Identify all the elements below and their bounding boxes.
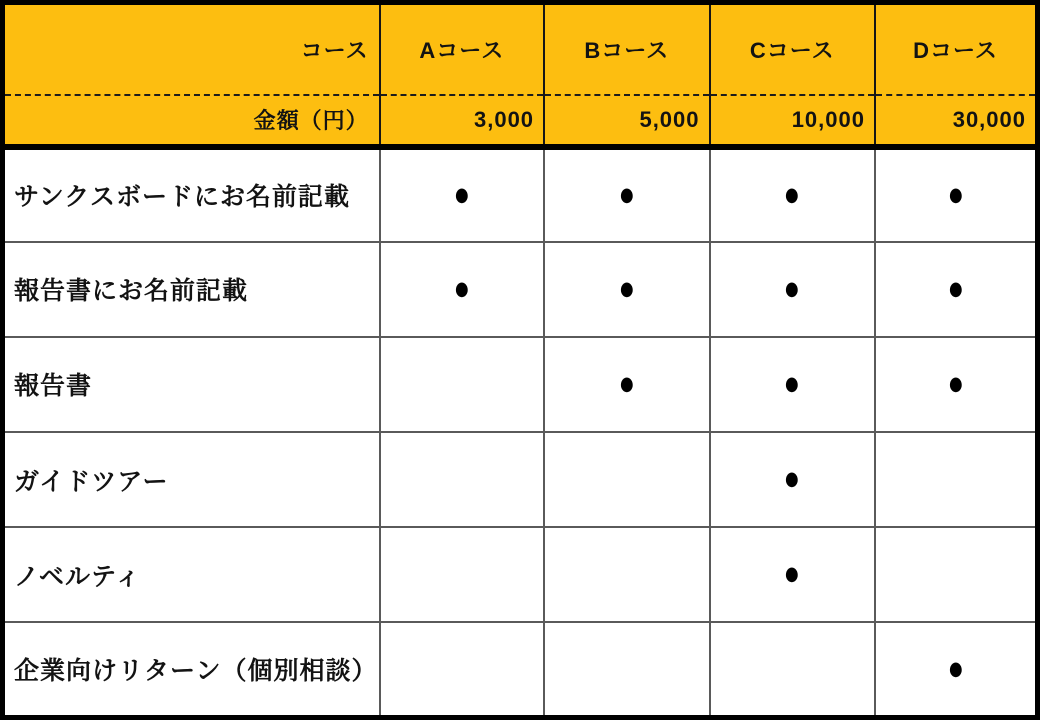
included-dot: ● <box>783 364 801 403</box>
included-dot: ● <box>947 364 964 403</box>
benefit-cell <box>380 432 544 527</box>
benefit-cell <box>544 337 709 432</box>
table-header <box>3 3 1038 147</box>
table-row <box>3 527 1038 622</box>
course-header-c: Cコース <box>710 3 875 95</box>
included-dot: ● <box>783 460 801 498</box>
benefit-cell <box>544 432 709 527</box>
benefit-label-corporate-return: 企業向けリターン（個別相談） <box>3 622 380 717</box>
included-dot: ● <box>947 649 964 688</box>
included-dot: ● <box>453 175 471 214</box>
included-dot: ● <box>947 269 964 308</box>
benefit-cell <box>710 527 875 622</box>
benefit-cell <box>380 242 544 337</box>
benefit-cell <box>710 337 875 432</box>
benefit-cell <box>875 432 1038 527</box>
benefit-label-report-name: 報告書にお名前記載 <box>3 242 380 337</box>
course-header-b: Bコース <box>544 3 709 95</box>
price-row-label: 金額（円） <box>3 95 380 147</box>
table-row <box>3 622 1038 717</box>
price-course-c: 10,000 <box>710 95 875 147</box>
included-dot: ● <box>783 269 801 308</box>
benefit-cell <box>710 147 875 242</box>
benefit-cell <box>544 527 709 622</box>
corner-course-label: コース <box>3 3 380 95</box>
table-row <box>3 147 1038 242</box>
benefit-cell <box>380 622 544 717</box>
included-dot: ● <box>618 175 636 214</box>
table-body <box>3 147 1038 718</box>
price-course-b: 5,000 <box>544 95 709 147</box>
benefit-cell <box>875 337 1038 432</box>
benefit-label-guide-tour: ガイドツアー <box>3 432 380 527</box>
course-header-row <box>3 3 1038 95</box>
benefit-cell <box>380 527 544 622</box>
benefit-cell <box>710 242 875 337</box>
course-header-d: Dコース <box>875 3 1038 95</box>
benefit-cell <box>544 622 709 717</box>
benefit-cell <box>544 242 709 337</box>
benefit-cell <box>710 622 875 717</box>
included-dot: ● <box>618 269 636 308</box>
benefit-cell <box>875 242 1038 337</box>
benefit-cell <box>875 622 1038 717</box>
table-row <box>3 432 1038 527</box>
included-dot: ● <box>453 269 471 308</box>
included-dot: ● <box>783 555 801 593</box>
benefit-label-report: 報告書 <box>3 337 380 432</box>
included-dot: ● <box>947 175 964 214</box>
benefit-cell <box>710 432 875 527</box>
benefit-cell <box>544 147 709 242</box>
included-dot: ● <box>783 175 801 214</box>
benefit-label-thanks-board: サンクスボードにお名前記載 <box>3 147 380 242</box>
included-dot: ● <box>618 364 636 403</box>
benefit-cell <box>875 527 1038 622</box>
benefit-cell <box>380 147 544 242</box>
benefit-label-novelty: ノベルティ <box>3 527 380 622</box>
price-header-row <box>3 95 1038 147</box>
table-row <box>3 337 1038 432</box>
price-course-a: 3,000 <box>380 95 544 147</box>
benefit-cell <box>380 337 544 432</box>
table-row <box>3 242 1038 337</box>
price-course-d: 30,000 <box>875 95 1038 147</box>
benefit-cell <box>875 147 1038 242</box>
course-header-a: Aコース <box>380 3 544 95</box>
